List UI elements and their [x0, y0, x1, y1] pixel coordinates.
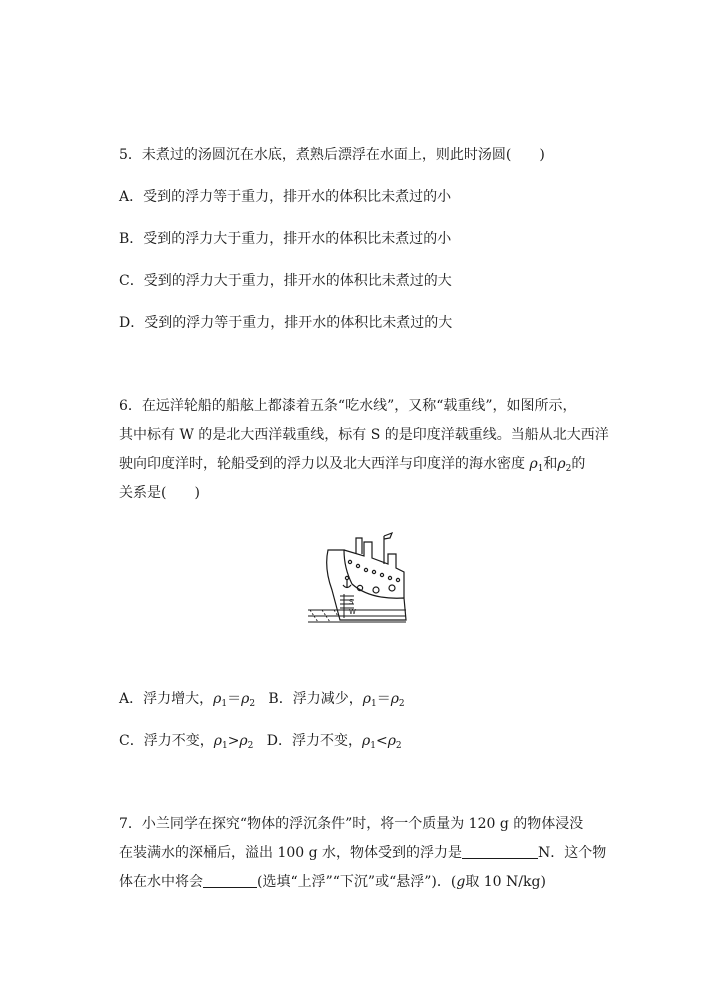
equals-sign: ＝	[227, 691, 242, 707]
question-7-stem-line-3	[119, 872, 546, 892]
equals-sign: ＝	[376, 691, 391, 707]
subscript-1: 1	[221, 699, 228, 709]
question-6-stem-line-2: 其中标有 W 的是北大西洋载重线，标有 S 的是印度洋载重线。当船从北大西洋	[119, 427, 609, 443]
option-b-text: B．浮力减少，	[268, 691, 363, 707]
q6-line3-end: 的	[571, 456, 586, 472]
question-6-stem-line-3	[119, 454, 585, 479]
rho-symbol: ρ	[529, 456, 538, 472]
ship-hull	[327, 550, 406, 620]
q7-line3-choices: (选填“上浮”“下沉”或“悬浮”)．(	[257, 874, 457, 890]
question-6-stem-line-1: 6．在远洋轮船的船舷上都漆着五条“吃水线”，又称“载重线”，如图所示，	[119, 398, 577, 414]
subscript-2: 2	[395, 741, 402, 751]
question-6-options-ab	[119, 689, 405, 714]
porthole-icon	[356, 564, 359, 567]
ship-load-line-figure	[300, 528, 412, 628]
rho-symbol: ρ	[387, 733, 396, 749]
subscript-1: 1	[370, 699, 377, 709]
s-mark-label: S	[349, 598, 354, 606]
flag-icon	[384, 533, 392, 539]
porthole-icon	[396, 578, 399, 581]
question-7-stem-line-1: 7．小兰同学在探究“物体的浮沉条件”时，将一个质量为 120 g 的物体浸没	[119, 816, 584, 832]
rho-symbol: ρ	[390, 691, 399, 707]
buoyancy-answer-blank[interactable]	[462, 844, 538, 859]
question-5-option-c: C．受到的浮力大于重力，排开水的体积比未煮过的大	[119, 273, 452, 289]
rho-symbol: ρ	[213, 691, 222, 707]
question-5-stem: 5．未煮过的汤圆沉在水底，煮熟后漂浮在水面上，则此时汤圆( )	[119, 147, 545, 163]
subscript-2: 2	[565, 464, 572, 474]
question-6-option-d	[267, 733, 402, 749]
rho-symbol: ρ	[239, 733, 248, 749]
q6-line3-and: 和	[543, 456, 558, 472]
option-c-text: C．浮力不变，	[119, 733, 214, 749]
float-state-answer-blank[interactable]	[203, 873, 257, 888]
subscript-2: 2	[247, 741, 254, 751]
porthole-icon	[388, 576, 391, 579]
option-d-text: D．浮力不变，	[266, 733, 362, 749]
ship-funnel	[356, 538, 362, 554]
less-than-sign: <	[375, 733, 388, 749]
q7-line2-unit: N．这个物	[538, 845, 607, 861]
question-7-stem-line-2	[119, 843, 606, 863]
q7-line3-text: 体在水中将会	[119, 874, 203, 890]
subscript-1: 1	[370, 741, 376, 751]
rho-symbol: ρ	[361, 733, 371, 749]
porthole-icon	[380, 573, 383, 576]
rho-symbol: ρ	[362, 691, 371, 707]
porthole-icon	[364, 568, 367, 571]
greater-than-sign: >	[227, 733, 240, 749]
question-5-option-b: B．受到的浮力大于重力，排开水的体积比未煮过的小	[119, 231, 452, 247]
q7-line3-end: 取 10 N/kg)	[465, 874, 546, 890]
question-6-option-c	[119, 733, 253, 749]
question-6-stem-line-4: 关系是( )	[119, 485, 200, 501]
subscript-1: 1	[537, 464, 544, 474]
option-a-text: A．浮力增大，	[119, 691, 214, 707]
question-6-option-a	[119, 691, 255, 707]
porthole-icon	[348, 560, 351, 563]
porthole-icon	[373, 587, 379, 593]
rho-symbol: ρ	[241, 691, 250, 707]
q6-line3-text: 驶向印度洋时，轮船受到的浮力以及北大西洋与印度洋的海水密度	[119, 456, 525, 472]
subscript-2: 2	[249, 699, 256, 709]
question-6-options-cd	[119, 731, 402, 756]
w-mark-label: W	[349, 608, 356, 616]
g-symbol: g	[456, 874, 466, 890]
subscript-1: 1	[221, 741, 228, 751]
question-6-option-b	[268, 691, 404, 707]
q7-line2-text: 在装满水的深桶后，溢出 100 g 水，物体受到的浮力是	[119, 845, 463, 861]
question-5-option-d: D．受到的浮力等于重力，排开水的体积比未煮过的大	[119, 315, 453, 331]
rho-symbol: ρ	[557, 456, 566, 472]
question-5-option-a: A．受到的浮力等于重力，排开水的体积比未煮过的小	[119, 189, 452, 205]
rho-symbol: ρ	[213, 733, 222, 749]
porthole-icon	[372, 570, 375, 573]
subscript-2: 2	[398, 699, 405, 709]
porthole-icon	[389, 585, 395, 591]
